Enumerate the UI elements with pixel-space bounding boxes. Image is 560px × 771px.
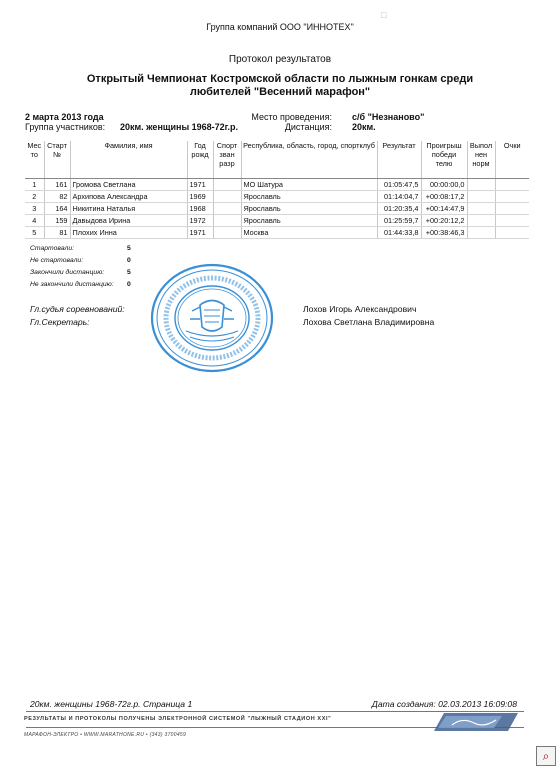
cell-result: 01:05:47,5 [377, 179, 421, 191]
stat-row [30, 281, 140, 293]
company-name: Группа компаний ООО "ИННОТЕХ" [206, 22, 354, 32]
cell-points [495, 191, 529, 203]
cell-behind: +00:08:17,2 [421, 191, 467, 203]
cell-sport-rank [213, 179, 241, 191]
cell-result: 01:14:04,7 [377, 191, 421, 203]
cell-birth-year: 1969 [187, 191, 213, 203]
official-stamp [150, 263, 274, 373]
group-value: 20км. женщины 1968-72г.р. [120, 122, 239, 132]
cell-name: Никитина Наталья [70, 203, 187, 215]
chief-secretary-name: Лохова Светлана Владимировна [303, 317, 435, 327]
table-header-row [25, 141, 529, 179]
footer-group-page: 20км. женщины 1968-72г.р. Страница 1 [30, 699, 193, 709]
stat-value: 5 [127, 245, 131, 252]
chief-secretary-label: Гл.Секретарь: [30, 317, 90, 327]
cell-name: Давыдова Ирина [70, 215, 187, 227]
corner-mark: □ [381, 10, 387, 20]
col-header-name: Фамилия, имя [70, 141, 187, 179]
col-header-place: Мес то [25, 141, 44, 179]
cell-bib: 81 [44, 227, 70, 239]
cell-sport-rank [213, 227, 241, 239]
footer-system-note: РЕЗУЛЬТАТЫ И ПРОТОКОЛЫ ПОЛУЧЕНЫ ЭЛЕКТРОННОЙ СИСТЕМОЙ "ЛЫЖНЫЙ СТАДИОН XXI" [24, 716, 332, 722]
cell-points [495, 227, 529, 239]
cell-norm [467, 203, 495, 215]
cell-points [495, 203, 529, 215]
col-header-points: Очки [495, 141, 529, 179]
cell-name: Архипова Александра [70, 191, 187, 203]
group-label: Группа участников: [25, 122, 106, 132]
cell-birth-year: 1968 [187, 203, 213, 215]
cell-norm [467, 191, 495, 203]
cell-bib: 159 [44, 215, 70, 227]
cell-bib: 164 [44, 203, 70, 215]
col-header-bib: Старт № [44, 141, 70, 179]
cell-behind: 00:00:00,0 [421, 179, 467, 191]
cell-result: 01:44:33,8 [377, 227, 421, 239]
cell-region: Ярославль [241, 215, 377, 227]
cell-birth-year: 1971 [187, 227, 213, 239]
cell-behind: +00:14:47,9 [421, 203, 467, 215]
document-title: Протокол результатов [228, 54, 332, 65]
event-title [0, 73, 560, 99]
cell-norm [467, 227, 495, 239]
cell-name: Плохих Инна [70, 227, 187, 239]
cell-norm [467, 179, 495, 191]
start-statistics [30, 245, 140, 293]
footer-contact-line: МАРАФОН-ЭЛЕКТРО • WWW.MARATHONE.RU • (343) 3700459 [24, 732, 187, 738]
cell-bib: 82 [44, 191, 70, 203]
cell-sport-rank [213, 203, 241, 215]
table-row [25, 227, 529, 239]
cell-birth-year: 1971 [187, 179, 213, 191]
stat-value: 0 [127, 281, 131, 288]
cell-region: Ярославль [241, 191, 377, 203]
venue-value: с/б "Незнаново" [352, 112, 425, 122]
cell-birth-year: 1972 [187, 215, 213, 227]
cell-place: 3 [25, 203, 44, 215]
stat-label: Не закончили дистанцию: [30, 281, 114, 288]
stat-value: 5 [127, 269, 131, 276]
stat-row [30, 269, 140, 281]
chief-judge-name: Лохов Игорь Александрович [303, 304, 417, 314]
table-row [25, 215, 529, 227]
event-date: 2 марта 2013 года [25, 112, 104, 122]
distance-value: 20км. [352, 122, 376, 132]
stat-label: Закончили дистанцию: [30, 269, 105, 276]
cell-place: 1 [25, 179, 44, 191]
cell-norm [467, 215, 495, 227]
cell-place: 5 [25, 227, 44, 239]
system-logo [432, 711, 520, 733]
cell-place: 2 [25, 191, 44, 203]
event-title-line1: Открытый Чемпионат Костромской области по лыжным гонкам среди [86, 73, 474, 85]
cell-bib: 161 [44, 179, 70, 191]
col-header-norm: Выпол нен норм [467, 141, 495, 179]
results-table [25, 141, 529, 239]
col-header-result: Результат [377, 141, 421, 179]
cell-region: МО Шатура [241, 179, 377, 191]
col-header-behind: Проигрыш победи телю [421, 141, 467, 179]
stat-label: Не стартовали: [30, 257, 84, 264]
cell-name: Громова Светлана [70, 179, 187, 191]
stat-row [30, 257, 140, 269]
venue-label: Место проведения: [251, 112, 332, 122]
table-row [25, 179, 529, 191]
stat-row [30, 245, 140, 257]
cell-result: 01:20:35,4 [377, 203, 421, 215]
cell-result: 01:25:59,7 [377, 215, 421, 227]
cell-behind: +00:38:46,3 [421, 227, 467, 239]
cell-behind: +00:20:12,2 [421, 215, 467, 227]
cell-points [495, 179, 529, 191]
stat-label: Стартовали: [30, 245, 75, 252]
cell-points [495, 215, 529, 227]
col-header-sport-rank: Спорт зван разр [213, 141, 241, 179]
chief-judge-label: Гл.судья соревнований: [30, 304, 125, 314]
table-row [25, 191, 529, 203]
cell-region: Ярославль [241, 203, 377, 215]
stat-value: 0 [127, 257, 131, 264]
zoom-icon[interactable]: ⌕ [536, 746, 556, 766]
event-title-line2: любителей "Весенний марафон" [189, 86, 371, 98]
footer-created-date: Дата создания: 02.03.2013 16:09:08 [371, 699, 517, 709]
cell-sport-rank [213, 191, 241, 203]
col-header-birth-year: Год рожд [187, 141, 213, 179]
distance-label: Дистанция: [284, 122, 332, 132]
cell-place: 4 [25, 215, 44, 227]
cell-region: Москва [241, 227, 377, 239]
col-header-region: Республика, область, город, спортклуб [241, 141, 377, 179]
cell-sport-rank [213, 215, 241, 227]
table-row [25, 203, 529, 215]
